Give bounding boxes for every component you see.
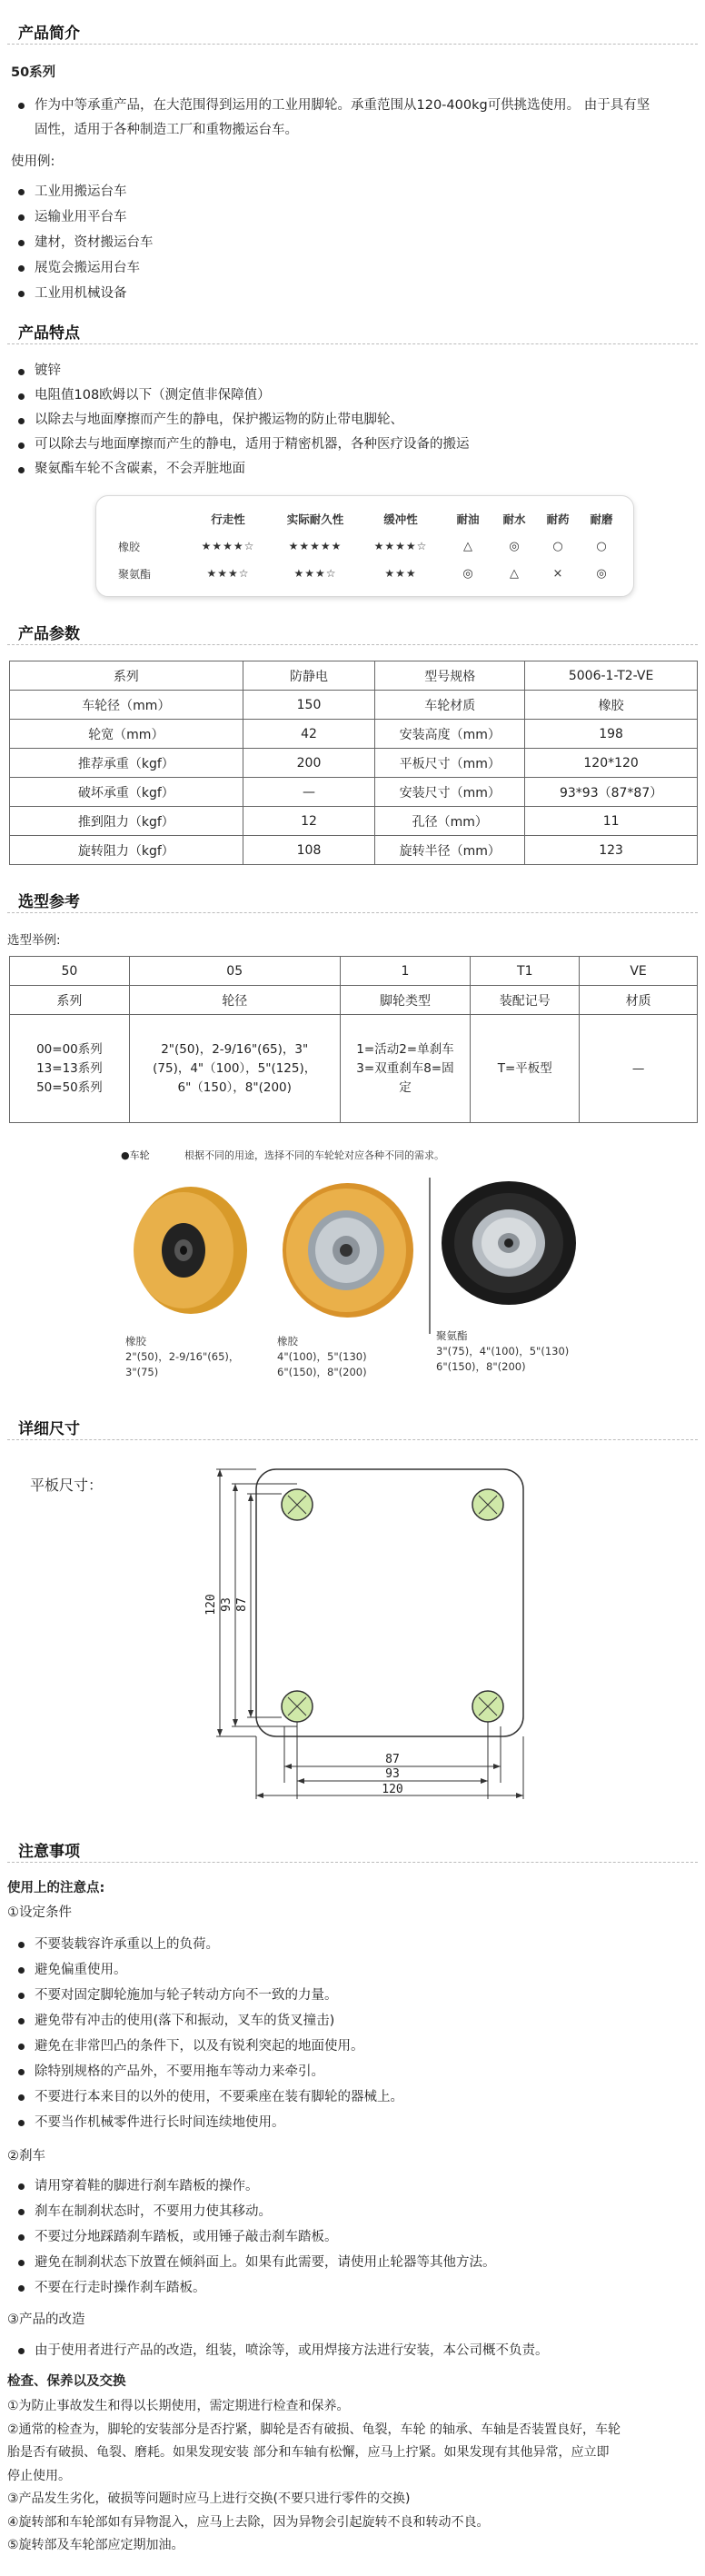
conditions-heading: ①设定条件 [7, 1905, 72, 1920]
list-item: 不要在行走时操作刹车踏板。 [11, 2275, 683, 2301]
table-row [10, 836, 698, 865]
inspect-text [7, 2395, 700, 2558]
wheel-note-text: 根据不同的用途，选择不同的车轮轮对应各种不同的需求。 [184, 1149, 444, 1161]
table-row [10, 661, 698, 691]
description-line: 固性，适用于各种制造工厂和重物搬运台车。 [35, 123, 298, 137]
code-cell: 1 [340, 957, 471, 986]
dimension-label-87-vertical: 87 [235, 1597, 249, 1612]
wheel-caption [277, 1334, 367, 1380]
header-cell: 耐磨 [590, 512, 613, 526]
list-item: 可以除去与地面摩擦而产生的静电，适用于精密机器，各种医疗设备的搬运 [11, 433, 683, 457]
header-cell: 实际耐久性 [286, 512, 344, 526]
section-divider [7, 644, 698, 645]
header-cell: 脚轮类型 [340, 986, 471, 1015]
brake-heading: ②刹车 [7, 2149, 45, 2163]
header-cell: 装配记号 [471, 986, 580, 1015]
table-row [10, 720, 698, 749]
inspect-line: ②通常的检查为，脚轮的安装部分是否拧紧，脚轮是否有破损、龟裂，车轮 的轴承、车轴是否装置良好，车轮 [7, 2422, 621, 2437]
conditions-list [11, 1932, 683, 2135]
section-title-selection: 选型参考 [18, 893, 80, 911]
dimension-lines [216, 1469, 523, 1799]
rating-symbol: ◎ [509, 539, 520, 553]
param-name-cell: 推荐承重（kgf） [10, 749, 243, 778]
header-cell: 耐药 [546, 512, 570, 526]
list-item: 展览会搬运用台车 [11, 255, 647, 281]
detail-line: 00=00系列 [36, 1041, 103, 1057]
header-cell: 缓冲性 [383, 512, 418, 526]
dimension-label-93-horizontal: 93 [385, 1767, 400, 1781]
inspect-line: 胎是否有破损、龟裂、磨耗。如果发现安装 部分和车轴有松懈，应马上拧紧。如果发现有其他异常，应立即 [7, 2445, 610, 2460]
section-divider [7, 44, 698, 45]
selection-table [9, 956, 698, 1123]
wheel-sizes: 4"(100)，5"(130) [277, 1350, 367, 1363]
material-detail-cell: — [580, 1015, 698, 1123]
material-comparison-card [95, 495, 634, 597]
param-name-cell: 孔径（mm） [375, 807, 525, 836]
param-value-cell: 5006-1-T2-VE [525, 661, 698, 691]
list-item: 不要装载容许承重以上的负荷。 [11, 1932, 683, 1957]
detail-line: 6"（150），8"(200) [177, 1079, 292, 1095]
usage-label: 使用例: [11, 154, 55, 169]
header-cell: 轮径 [129, 986, 340, 1015]
rating-symbol: △ [510, 566, 519, 581]
table-header-row [109, 505, 623, 532]
param-value-cell: 防静电 [243, 661, 375, 691]
code-cell: VE [580, 957, 698, 986]
wheel-sizes: 3"(75)，4"(100)，5"(130) [436, 1345, 570, 1358]
param-value-cell: 108 [243, 836, 375, 865]
header-cell [109, 505, 184, 532]
wheel-note-label: ●车轮 [121, 1149, 150, 1161]
detail-line: 13=13系列 [36, 1060, 103, 1076]
param-value-cell: 42 [243, 720, 375, 749]
rubber-wheel-large-image [275, 1178, 422, 1323]
wheel-material: 橡胶 [125, 1335, 146, 1348]
example-label: 选型举例: [7, 933, 61, 948]
header-cell: 材质 [580, 986, 698, 1015]
inspect-line: ④旋转部和车轮部如有异物混入，应马上去除，因为异物会引起旋转不良和转动不良。 [7, 2514, 490, 2530]
material-name: 聚氨酯 [118, 567, 152, 581]
list-item: 工业用搬运台车 [11, 179, 647, 204]
list-item: 不要对固定脚轮施加与轮子转动方向不一致的力量。 [11, 1983, 683, 2008]
wheel-material: 聚氨酯 [436, 1329, 468, 1342]
detail-line: 50=50系列 [36, 1079, 103, 1095]
detail-line: (75)，4"（100），5"(125)， [153, 1060, 317, 1076]
list-item: 请用穿着鞋的脚进行刹车踏板的操作。 [11, 2173, 683, 2199]
param-value-cell: 93*93（87*87） [525, 778, 698, 807]
rating-symbol: ◎ [596, 566, 607, 581]
inspect-heading: 检查、保养以及交换 [7, 2374, 126, 2389]
detail-row [10, 1015, 698, 1123]
header-cell: 耐油 [456, 512, 480, 526]
list-item: 不要当作机械零件进行长时间连续地使用。 [11, 2110, 683, 2135]
rating-stars: ★★★★☆ [373, 540, 428, 552]
wheel-caption [125, 1334, 239, 1380]
param-name-cell: 推到阻力（kgf） [10, 807, 243, 836]
wheel-sizes: 6"(150)，8"(200) [277, 1366, 367, 1378]
rating-stars: ★★★☆ [206, 567, 250, 580]
param-value-cell: 120*120 [525, 749, 698, 778]
section-divider [7, 1862, 698, 1863]
header-row [10, 986, 698, 1015]
description-line: 作为中等承重产品，在大范围得到运用的工业用脚轮。承重范围从120-400kg可供挑选使用。 由于具有坚 [35, 98, 650, 113]
detail-line: 2"(50)，2-9/16"(65)，3" [161, 1041, 309, 1057]
wheel-material: 橡胶 [277, 1335, 298, 1348]
modify-heading: ③产品的改造 [7, 2312, 85, 2327]
list-item: 避免带有冲击的使用(落下和振动，叉车的货叉撞击) [11, 2008, 683, 2034]
section-title-dimensions: 详细尺寸 [18, 1420, 80, 1438]
table-row [109, 532, 623, 560]
list-item: 避免偏重使用。 [11, 1957, 683, 1983]
detail-line: 1=活动2=单刹车 [356, 1041, 454, 1057]
header-cell: 系列 [10, 986, 130, 1015]
param-name-cell: 型号规格 [375, 661, 525, 691]
param-value-cell: 橡胶 [525, 691, 698, 720]
wheel-sizes: 6"(150)，8"(200) [436, 1360, 526, 1373]
inspect-line: 停止使用。 [7, 2468, 71, 2483]
rubber-wheel-small-image [127, 1178, 254, 1323]
list-item: 刹车在制刹状态时，不要用力使其移动。 [11, 2199, 683, 2224]
section-divider [7, 343, 698, 344]
list-item: 建材，资材搬运台车 [11, 230, 647, 255]
param-name-cell: 旋转半径（mm） [375, 836, 525, 865]
rating-symbol: ○ [596, 539, 607, 553]
list-item: 不要过分地踩踏刹车踏板，或用锤子敲击刹车踏板。 [11, 2224, 683, 2250]
mounting-plate-drawing [182, 1454, 545, 1808]
param-name-cell: 破坏承重（kgf） [10, 778, 243, 807]
table-row [10, 749, 698, 778]
section-title-params: 产品参数 [18, 625, 80, 643]
param-value-cell: 12 [243, 807, 375, 836]
list-item: 聚氨酯车轮不含碳素，不会弄脏地面 [11, 457, 683, 482]
list-item: 不要进行本来目的以外的使用，不要乘座在装有脚轮的器械上。 [11, 2084, 683, 2110]
table-row [10, 691, 698, 720]
section-title-features: 产品特点 [18, 324, 80, 343]
table-row [10, 807, 698, 836]
wheel-caption [436, 1328, 569, 1375]
param-name-cell: 旋转阻力（kgf） [10, 836, 243, 865]
wheel-sizes: 2"(50)，2-9/16"(65)， [125, 1350, 240, 1363]
inspect-line: ①为防止事故发生和得以长期使用，需定期进行检查和保养。 [7, 2399, 350, 2413]
section-divider [7, 912, 698, 913]
dimension-label-120-vertical: 120 [204, 1594, 218, 1616]
inspect-line: ⑤旋转部及车轮部应定期加油。 [7, 2538, 184, 2552]
list-item: 除特别规格的产品外，不要用拖车等动力来牵引。 [11, 2059, 683, 2084]
table-row [109, 560, 623, 587]
rating-symbol: × [552, 566, 563, 581]
list-item: 电阻值108欧姆以下（测定值非保障值） [11, 383, 683, 408]
param-name-cell: 安装高度（mm） [375, 720, 525, 749]
material-name: 橡胶 [118, 540, 141, 553]
modify-list [11, 2338, 701, 2363]
polyurethane-wheel-image [436, 1178, 581, 1309]
mounting-holes [282, 1489, 503, 1722]
code-cell: 05 [129, 957, 340, 986]
params-table [9, 661, 698, 865]
material-comparison-table [109, 505, 623, 587]
rating-stars: ★★★☆ [293, 567, 337, 580]
rating-symbol: ○ [552, 539, 563, 553]
detail-line: 3=双重刹车8=固 [356, 1060, 454, 1076]
param-value-cell: 123 [525, 836, 698, 865]
param-value-cell: 11 [525, 807, 698, 836]
code-cell: T1 [471, 957, 580, 986]
param-value-cell: 198 [525, 720, 698, 749]
dimension-label-93-vertical: 93 [220, 1597, 233, 1612]
section-title-notes: 注意事项 [18, 1843, 80, 1861]
header-cell: 耐水 [502, 512, 526, 526]
param-value-cell: 150 [243, 691, 375, 720]
features-list [11, 359, 683, 482]
usage-notes-heading: 使用上的注意点: [7, 1881, 105, 1895]
list-item: 避免在非常凹凸的条件下，以及有锐利突起的地面使用。 [11, 2034, 683, 2059]
brake-list [11, 2173, 683, 2301]
code-row [10, 957, 698, 986]
param-name-cell: 平板尺寸（mm） [375, 749, 525, 778]
section-divider [7, 1439, 698, 1440]
table-row [10, 778, 698, 807]
code-cell: 50 [10, 957, 130, 986]
type-detail-cell [340, 1015, 471, 1123]
inspect-line: ③产品发生劣化，破损等问题时应马上进行交换(不要只进行零件的交换) [7, 2491, 411, 2506]
param-name-cell: 安装尺寸（mm） [375, 778, 525, 807]
list-item: 运输业用平台车 [11, 204, 647, 230]
rating-symbol: ◎ [462, 566, 473, 581]
dimension-label-120-horizontal: 120 [382, 1783, 403, 1796]
param-name-cell: 轮宽（mm） [10, 720, 243, 749]
rating-stars: ★★★★★ [288, 540, 343, 552]
header-cell: 行走性 [211, 512, 245, 526]
rating-symbol: △ [463, 539, 472, 553]
intro-description [11, 93, 701, 118]
detail-line: 定 [399, 1079, 412, 1095]
rating-stars: ★★★★☆ [201, 540, 255, 552]
param-name-cell: 车轮径（mm） [10, 691, 243, 720]
dimension-label-87-horizontal: 87 [385, 1753, 400, 1766]
list-item: 避免在制刹状态下放置在倾斜面上。如果有此需要，请使用止轮器等其他方法。 [11, 2250, 683, 2275]
series-label: 50系列 [11, 65, 56, 80]
list-item: 工业用机械设备 [11, 281, 647, 306]
param-name-cell: 系列 [10, 661, 243, 691]
image-divider [429, 1178, 431, 1334]
rating-stars: ★★★ [384, 567, 417, 580]
series-detail-cell [10, 1015, 130, 1123]
usage-list [11, 179, 647, 306]
plate-size-label: 平板尺寸： [30, 1477, 104, 1494]
param-value-cell: 200 [243, 749, 375, 778]
param-value-cell: — [243, 778, 375, 807]
diameter-detail-cell [129, 1015, 340, 1123]
section-title-intro: 产品简介 [18, 25, 80, 43]
assembly-detail-cell: T=平板型 [471, 1015, 580, 1123]
wheel-sizes: 3"(75) [125, 1366, 159, 1378]
description-item [11, 93, 701, 118]
param-name-cell: 车轮材质 [375, 691, 525, 720]
list-item: 由于使用者进行产品的改造，组装，喷涂等，或用焊接方法进行安装，本公司概不负责。 [11, 2338, 701, 2363]
list-item: 镀锌 [11, 359, 683, 383]
list-item: 以除去与地面摩擦而产生的静电，保护搬运物的防止带电脚轮、 [11, 408, 683, 433]
